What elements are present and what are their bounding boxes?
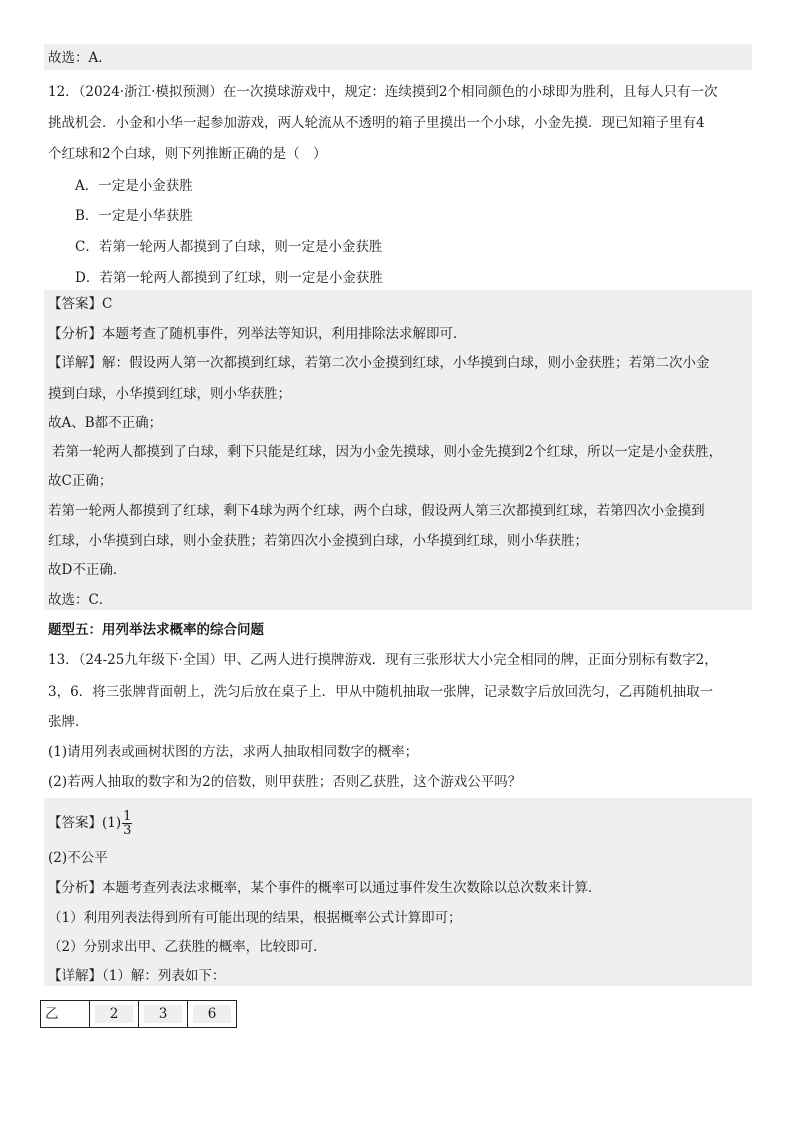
question-13-part-2: (2)若两人抽取的数字和为2的倍数，则甲获胜；否则乙获胜，这个游戏公平吗？ [48, 774, 522, 790]
detail-12-line-1: 【详解】解：假设两人第一次都摸到红球，若第二次小金摸到红球，小华摸到白球，则小金获胜；若第二次小金 [48, 355, 710, 371]
detail-12-line-4: 若第一轮两人都摸到了白球，剩下只能是红球，因为小金先摸球，则小金先摸到2个红球，所以一定是小金获胜， [52, 444, 723, 460]
analysis-13-step-2: （2）分别求出甲、乙获胜的概率，比较即可． [48, 939, 327, 955]
cell-value: 3 [144, 1005, 182, 1023]
probability-table [40, 1000, 237, 1028]
answer-13-part-1 [48, 808, 132, 838]
question-13-part-1: (1)请用列表或画树状图的方法，求两人抽取相同数字的概率； [48, 744, 419, 760]
analysis-12: 【分析】本题考查了随机事件，列举法等知识，利用排除法求解即可． [48, 326, 467, 342]
answer-12: 【答案】C [48, 296, 113, 312]
shade-top [44, 44, 752, 70]
fraction-denominator: 3 [123, 823, 132, 838]
cell-value: 6 [193, 1005, 231, 1023]
detail-12-line-6: 若第一轮两人都摸到了红球，剩下4球为两个红球，两个白球，假设两人第三次都摸到红球，若第四次小金摸到 [48, 503, 705, 519]
answer-13-label: 【答案】(1) [48, 815, 122, 831]
detail-12-line-2: 摸到白球，小华摸到红球，则小华获胜； [48, 386, 291, 402]
question-12-line-3: 个红球和2个白球，则下列推断正确的是（ ） [48, 146, 327, 162]
question-13-line-3: 张牌． [48, 714, 89, 730]
question-13-line-1: 13．（24-25九年级下·全国）甲、乙两人进行摸牌游戏．现有三张形状大小完全相同的牌，正面分别标有数字2， [48, 652, 718, 668]
fraction-one-third [122, 810, 132, 837]
detail-12-line-5: 故C正确； [48, 473, 113, 489]
answer-13-part-2: (2)不公平 [48, 850, 108, 866]
prev-answer: 故选：A． [48, 50, 112, 66]
table-cell-header [41, 1001, 90, 1028]
option-b: B．一定是小华获胜 [75, 208, 193, 224]
question-12-line-2: 挑战机会．小金和小华一起参加游戏，两人轮流从不透明的箱子里摸出一个小球，小金先摸．现已知箱子里有4 [48, 115, 705, 131]
detail-12-line-7: 红球，小华摸到白球，则小金获胜；若第四次小金摸到白球，小华摸到红球，则小华获胜； [48, 533, 588, 549]
analysis-13: 【分析】本题考查列表法求概率，某个事件的概率可以通过事件发生次数除以总次数来计算． [48, 880, 602, 896]
detail-12-line-8: 故D不正确． [48, 562, 127, 578]
analysis-13-step-1: （1）利用列表法得到所有可能出现的结果，根据概率公式计算即可； [48, 910, 462, 926]
cell-label: 乙 [45, 1006, 59, 1022]
question-12-line-1: 12．（2024·浙江·模拟预测）在一次摸球游戏中，规定：连续摸到2个相同颜色的小球即为胜利，且每人只有一次 [48, 84, 718, 100]
section-heading: 题型五：用列举法求概率的综合问题 [48, 622, 264, 638]
option-d: D．若第一轮两人都摸到了红球，则一定是小金获胜 [75, 270, 383, 286]
option-a: A．一定是小金获胜 [75, 178, 193, 194]
table-cell [90, 1001, 139, 1028]
fraction-numerator: 1 [123, 809, 132, 824]
table-cell [139, 1001, 188, 1028]
detail-12-line-3: 故A、B都不正确； [48, 415, 163, 431]
table-row [41, 1001, 237, 1028]
cell-value: 2 [95, 1005, 133, 1023]
detail-13: 【详解】（1）解：列表如下： [48, 968, 226, 984]
detail-12-line-9: 故选：C． [48, 592, 113, 608]
table-cell [188, 1001, 237, 1028]
question-13-line-2: 3，6．将三张牌背面朝上，洗匀后放在桌子上．甲从中随机抽取一张牌，记录数字后放回洗匀，乙再随机抽取一 [48, 684, 714, 700]
option-c: C．若第一轮两人都摸到了白球，则一定是小金获胜 [75, 239, 383, 255]
